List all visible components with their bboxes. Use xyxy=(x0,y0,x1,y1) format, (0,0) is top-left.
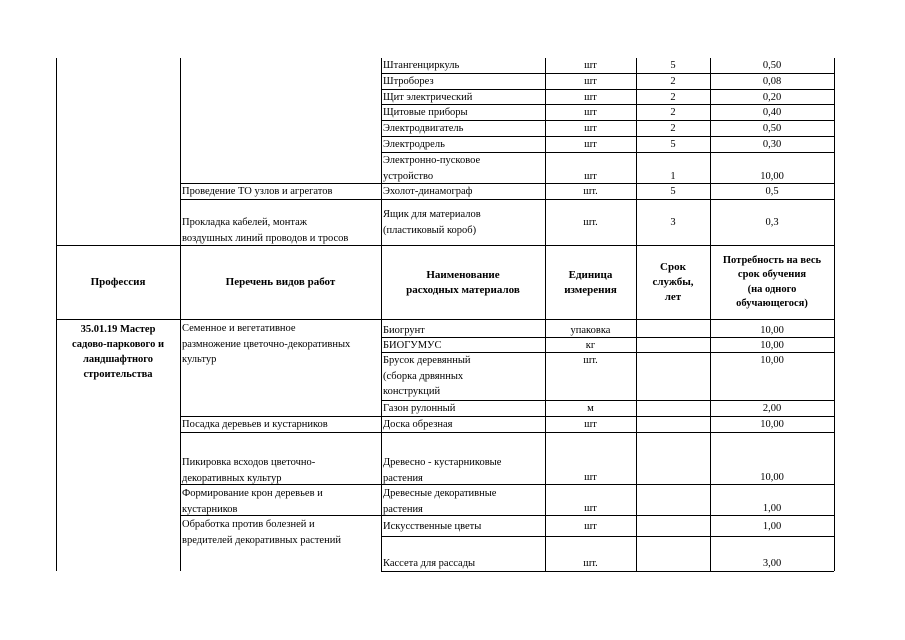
header-material: Наименование расходных материалов xyxy=(406,268,520,296)
table-cell-need: 0,40 xyxy=(762,107,782,118)
header-profession: Профессия xyxy=(90,276,146,288)
table-cell-material: Штроборез xyxy=(383,76,434,87)
table-cell-unit: шт xyxy=(584,139,597,150)
profession-name: 35.01.19 Мастер садово-паркового и ландшафтного строительства xyxy=(71,324,164,380)
table-cell-unit: шт xyxy=(584,521,597,532)
table-cell-activity: Обработка против болезней и вредителей декоративных растений xyxy=(182,519,341,546)
table-cell-need: 10,00 xyxy=(760,419,784,430)
table-cell-need: 0,20 xyxy=(762,92,782,103)
header-unit: Единица измерения xyxy=(564,268,617,296)
table-cell-material: Штангенциркуль xyxy=(383,60,460,71)
table-cell-material: Эхолот-динамограф xyxy=(383,186,473,197)
table-cell-unit: шт. xyxy=(583,558,598,569)
table-cell-unit: м xyxy=(587,403,594,414)
table-cell-need: 0,5 xyxy=(765,186,779,197)
table-cell-unit: шт xyxy=(584,107,597,118)
table-cell-need: 0,50 xyxy=(762,60,782,71)
table-cell-unit: упаковка xyxy=(570,325,611,336)
table-cell-material: Ящик для материалов (пластиковый короб) xyxy=(383,209,481,236)
table-cell-need: 0,30 xyxy=(762,139,782,150)
table-cell-life: 5 xyxy=(670,186,676,197)
table-cell-unit: шт xyxy=(584,171,597,182)
table-cell-unit: шт. xyxy=(583,355,598,366)
table-cell-need: 1,00 xyxy=(762,503,782,514)
table-cell-activity: Пикировка всходов цветочно- декоративных культур xyxy=(182,457,316,484)
grid-line-horizontal xyxy=(381,536,834,537)
table-cell-life: 2 xyxy=(670,107,676,118)
table-cell-need: 10,00 xyxy=(760,340,784,351)
header-activities: Перечень видов работ xyxy=(225,276,336,288)
table-cell-life: 5 xyxy=(670,60,676,71)
grid-line-vertical xyxy=(834,58,835,571)
table-cell-unit: шт xyxy=(584,472,597,483)
table-cell-material: Газон рулонный xyxy=(383,403,456,414)
table-cell-need: 1,00 xyxy=(762,521,782,532)
table-cell-need: 0,50 xyxy=(762,123,782,134)
table-cell-need: 0,3 xyxy=(765,217,779,228)
table-cell-material: Электродрель xyxy=(383,139,445,150)
table-cell-unit: шт. xyxy=(583,186,598,197)
table-cell-unit: шт xyxy=(584,123,597,134)
table-cell-material: Брусок деревянный (сборка дрвянных конструкций xyxy=(383,355,471,397)
table-cell-unit: шт xyxy=(584,503,597,514)
table-cell-material: Биогрунт xyxy=(383,325,425,336)
table-cell-need: 0,08 xyxy=(762,76,782,87)
table-cell-activity: Семенное и вегетативное размножение цветочно-декоративных культур xyxy=(182,323,351,365)
table-cell-unit: шт. xyxy=(583,217,598,228)
table-cell-material: Кассета для рассады xyxy=(383,558,476,569)
table-cell-unit: шт xyxy=(584,92,597,103)
table-cell-life: 2 xyxy=(670,76,676,87)
table-cell-material: Щит электрический xyxy=(383,92,473,103)
table-cell-need: 10,00 xyxy=(760,355,784,366)
table-cell-need: 10,00 xyxy=(760,472,784,483)
table-cell-material: БИОГУМУС xyxy=(383,340,442,351)
table-cell-unit: шт xyxy=(584,419,597,430)
table-cell-activity: Прокладка кабелей, монтаж воздушных линий проводов и тросов xyxy=(182,217,349,244)
table-cell-life: 2 xyxy=(670,92,676,103)
table-cell-material: Доска обрезная xyxy=(383,419,453,430)
table-cell-unit: кг xyxy=(585,340,596,351)
table-cell-material: Электродвигатель xyxy=(383,123,464,134)
table-cell-need: 10,00 xyxy=(760,171,784,182)
table-cell-material: Искусственные цветы xyxy=(383,521,482,532)
table-cell-need: 2,00 xyxy=(762,403,782,414)
table-cell-material: Щитовые приборы xyxy=(383,107,468,118)
table-cell-unit: шт xyxy=(584,76,597,87)
table-cell-need: 3,00 xyxy=(762,558,782,569)
table-cell-material: Древесные декоративные растения xyxy=(383,488,497,515)
header-need: Потребность на весь срок обучения (на одного обучающегося) xyxy=(722,254,822,309)
table-cell-activity: Формирование крон деревьев и кустарников xyxy=(182,488,323,515)
table-cell-need: 10,00 xyxy=(760,325,784,336)
table-cell-life: 2 xyxy=(670,123,676,134)
grid-line-horizontal xyxy=(56,319,834,320)
table-cell-life: 3 xyxy=(670,217,676,228)
table-cell-unit: шт xyxy=(584,60,597,71)
table-cell-activity: Проведение ТО узлов и агрегатов xyxy=(182,186,333,197)
table-cell-life: 5 xyxy=(670,139,676,150)
table-cell-material: Электронно-пусковое устройство xyxy=(383,155,481,182)
table-cell-material: Древесно - кустарниковые растения xyxy=(383,457,502,484)
header-life: Срок службы, лет xyxy=(652,261,694,303)
table-cell-life: 1 xyxy=(670,171,676,182)
table-cell-activity: Посадка деревьев и кустарников xyxy=(182,419,328,430)
